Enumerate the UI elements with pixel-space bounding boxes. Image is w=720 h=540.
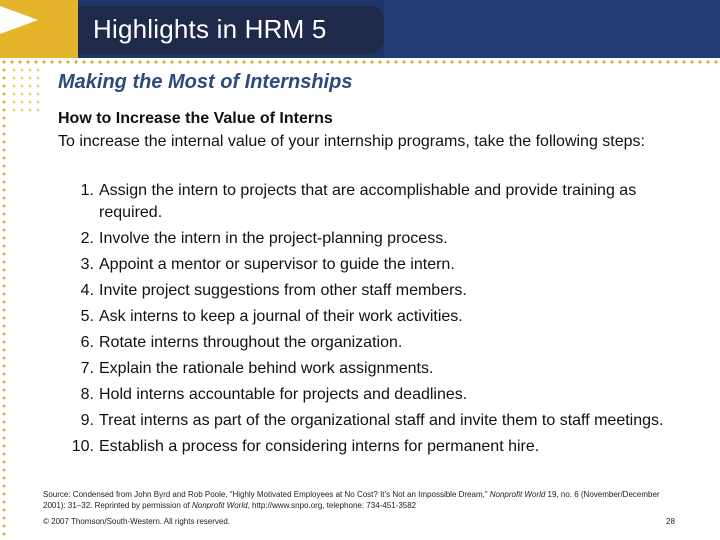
list-item (58, 410, 678, 432)
list-item (58, 254, 678, 276)
step-text: Involve the intern in the project-planning process. (99, 230, 448, 247)
source-text: , http://www.snpo.org, telephone: 734-451-3582 (247, 501, 417, 510)
step-text: Explain the rationale behind work assignments. (99, 360, 434, 377)
step-number: 5. (80, 308, 94, 325)
arrow-icon (0, 6, 38, 34)
source-citation (43, 489, 673, 511)
section-heading: How to Increase the Value of Interns (58, 110, 333, 127)
step-text: Rotate interns throughout the organization. (99, 334, 403, 351)
step-number: 10. (71, 438, 94, 455)
dotted-accent (10, 66, 40, 116)
step-number: 8. (80, 386, 94, 403)
dotted-divider (0, 58, 720, 66)
step-text: Assign the intern to projects that are accomplishable and provide training as required. (99, 182, 637, 221)
source-text: Source: Condensed from John Byrd and Rob Poole, “Highly Motivated Employees at No Cost? It’s Not an Impossible Dream,” (43, 490, 490, 499)
intro-text: To increase the internal value of your internship programs, take the following steps: (58, 133, 645, 150)
list-item (58, 180, 678, 224)
step-number: 3. (80, 256, 94, 273)
slide-subtitle: Making the Most of Internships (58, 71, 353, 93)
step-text: Appoint a mentor or supervisor to guide the intern. (99, 256, 455, 273)
source-journal: Nonprofit World (489, 490, 546, 499)
slide-header (0, 0, 720, 58)
source-journal: Nonprofit World (191, 501, 248, 510)
dotted-left-border (0, 66, 10, 540)
step-number: 4. (80, 282, 94, 299)
list-item (58, 436, 678, 458)
list-item (58, 228, 678, 250)
step-number: 1. (80, 182, 94, 199)
list-item (58, 358, 678, 380)
step-text: Invite project suggestions from other staff members. (99, 282, 467, 299)
list-item (58, 280, 678, 302)
copyright-notice: © 2007 Thomson/South-Western. All rights reserved. (43, 517, 231, 526)
list-item (58, 306, 678, 328)
step-number: 6. (80, 334, 94, 351)
page-number: 28 (666, 517, 675, 526)
step-text: Hold interns accountable for projects and deadlines. (99, 386, 468, 403)
list-item (58, 384, 678, 406)
slide-title: Highlights in HRM 5 (93, 14, 327, 44)
list-item (58, 332, 678, 354)
step-text: Treat interns as part of the organizational staff and invite them to staff meetings. (99, 412, 664, 429)
header-right-band (384, 0, 720, 58)
step-number: 9. (80, 412, 94, 429)
step-number: 7. (80, 360, 94, 377)
step-number: 2. (80, 230, 94, 247)
step-text: Establish a process for considering interns for permanent hire. (99, 438, 540, 455)
steps-list (58, 180, 678, 462)
source-text: 19, no. 6 (November/December 2001): 31–32. Reprinted by permission of (43, 490, 660, 510)
step-text: Ask interns to keep a journal of their work activities. (99, 308, 463, 325)
